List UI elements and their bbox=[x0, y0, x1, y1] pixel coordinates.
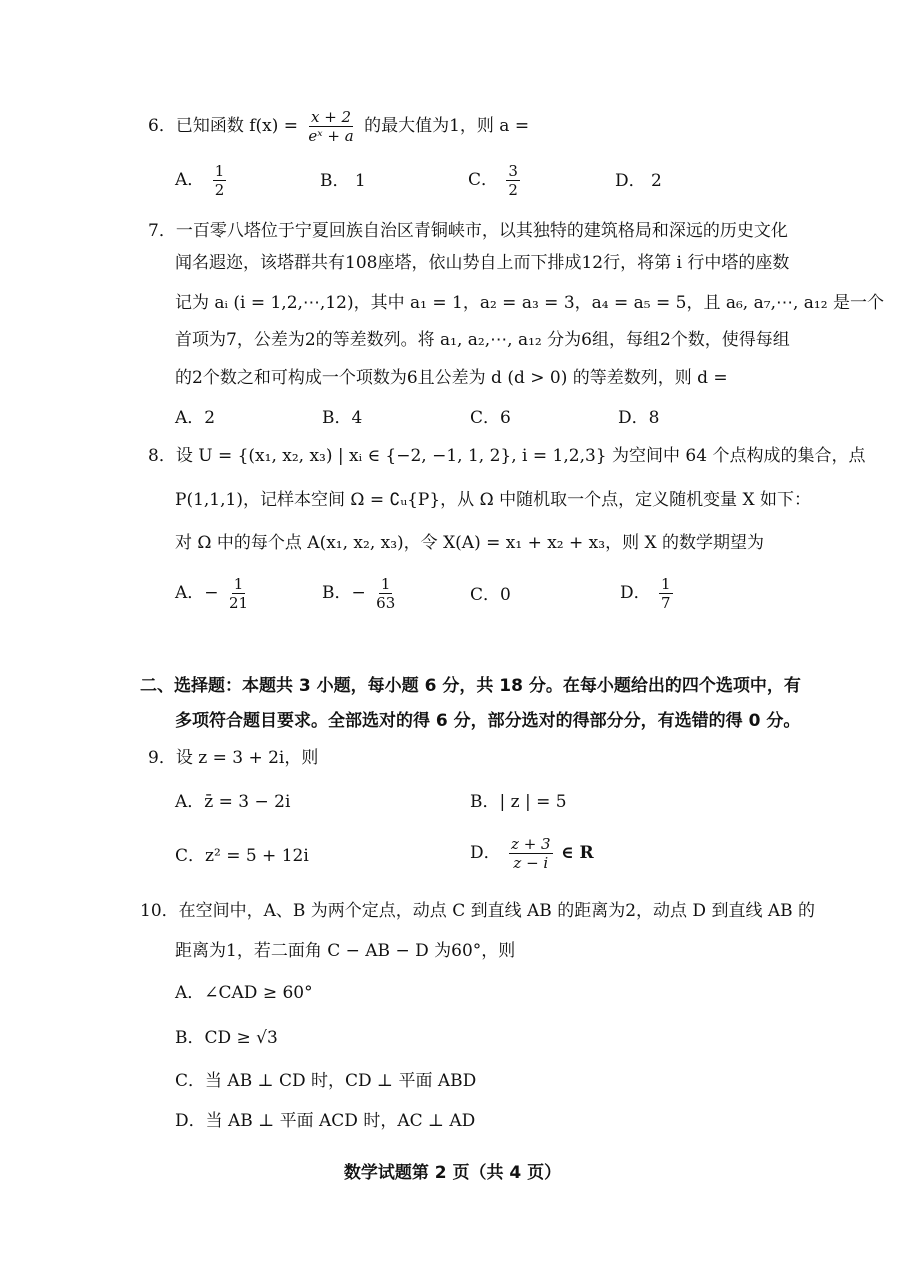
q10-option-a: A．∠CAD ≥ 60° bbox=[175, 983, 313, 1003]
q8-line-1: 8．设 U = {(x₁, x₂, x₃) | xᵢ ∈ {−2, −1, 1, 2}, i = 1,2,3} 为空间中 64 个点构成的集合，点 bbox=[148, 446, 866, 466]
option-text: 2 bbox=[651, 171, 662, 191]
q6-option-a bbox=[175, 162, 229, 199]
page-footer: 数学试题第 2 页（共 4 页） bbox=[343, 1163, 562, 1183]
q8-line-2: P(1,1,1)，记样本空间 Ω = ∁ᵤ{P}，从 Ω 中随机取一个点，定义随机变量 X 如下： bbox=[175, 490, 811, 510]
q6-option-d bbox=[615, 168, 662, 194]
option-label: C． bbox=[175, 846, 206, 866]
option-label: C． bbox=[468, 170, 499, 190]
option-sign: − bbox=[351, 583, 366, 603]
q7-option-c bbox=[470, 405, 511, 431]
q9-option-c bbox=[175, 843, 309, 869]
option-text: 8 bbox=[648, 408, 660, 428]
q8-option-d bbox=[620, 575, 676, 612]
frac-numerator: 1 bbox=[233, 575, 244, 593]
option-sign: − bbox=[204, 583, 219, 603]
option-label: A． bbox=[175, 170, 205, 190]
q9-stem: 9．设 z = 3 + 2i，则 bbox=[148, 748, 319, 768]
option-tail: ∈ R bbox=[561, 843, 594, 863]
option-text: 1 bbox=[354, 171, 366, 191]
frac-denominator: 2 bbox=[214, 181, 225, 199]
option-text: z² = 5 + 12i bbox=[205, 846, 309, 866]
option-text: 4 bbox=[351, 408, 363, 428]
option-label: B． bbox=[320, 171, 350, 191]
option-text: 2 bbox=[204, 408, 216, 428]
q8-line-3: 对 Ω 中的每个点 A(x₁, x₂, x₃)，令 X(A) = x₁ + x₂ + x₃，则 X 的数学期望为 bbox=[175, 533, 764, 553]
section2-heading-line-2: 多项符合题目要求。全部选对的得 6 分，部分选对的得部分分，有选错的得 0 分。 bbox=[175, 711, 801, 731]
option-fraction bbox=[227, 575, 250, 612]
q9-option-d bbox=[470, 835, 594, 872]
q8-option-c bbox=[470, 582, 511, 608]
option-label: A． bbox=[175, 583, 205, 603]
q8-option-a bbox=[175, 575, 253, 612]
option-label: B． bbox=[470, 792, 500, 812]
option-label: C． bbox=[470, 585, 501, 605]
q6-stem-suffix: 的最大值为1，则 a = bbox=[364, 116, 530, 136]
q10-option-c: C．当 AB ⊥ CD 时，CD ⊥ 平面 ABD bbox=[175, 1071, 477, 1091]
q6-stem-fraction bbox=[306, 108, 355, 145]
option-fraction bbox=[509, 835, 553, 872]
q7-line-5: 的2个数之和可构成一个项数为6且公差为 d (d > 0) 的等差数列，则 d = bbox=[175, 368, 728, 388]
option-label: A． bbox=[175, 408, 205, 428]
option-fraction bbox=[374, 575, 397, 612]
option-label: A． bbox=[175, 792, 205, 812]
option-text: 6 bbox=[500, 408, 511, 428]
q10-option-d: D．当 AB ⊥ 平面 ACD 时，AC ⊥ AD bbox=[175, 1111, 476, 1131]
frac-denominator: 63 bbox=[376, 594, 396, 612]
frac-denominator: 21 bbox=[228, 594, 249, 612]
option-label: D． bbox=[620, 583, 651, 603]
option-label: D． bbox=[618, 408, 649, 428]
option-label: D． bbox=[615, 171, 646, 191]
section2-heading-line-1: 二、选择题：本题共 3 小题，每小题 6 分，共 18 分。在每小题给出的四个选项中，有 bbox=[140, 676, 801, 696]
frac-numerator: 1 bbox=[661, 575, 671, 593]
option-fraction bbox=[506, 162, 520, 199]
q10-line-2: 距离为1，若二面角 C − AB − D 为60°，则 bbox=[175, 941, 516, 961]
option-label: C． bbox=[470, 408, 501, 428]
q7-line-3: 记为 aᵢ (i = 1,2,⋯,12)，其中 a₁ = 1，a₂ = a₃ = 3，a₄ = a₅ = 5，且 a₆, a₇,⋯, a₁₂ 是一个 bbox=[175, 293, 884, 313]
q6-frac-numerator: x + 2 bbox=[310, 108, 352, 126]
option-fraction bbox=[213, 162, 227, 199]
q6-stem bbox=[148, 108, 529, 145]
q10-line-1: 10．在空间中，A、B 为两个定点，动点 C 到直线 AB 的距离为2，动点 D 到直线 AB 的 bbox=[140, 901, 816, 921]
q7-line-1: 7．一百零八塔位于宁夏回族自治区青铜峡市，以其独特的建筑格局和深远的历史文化 bbox=[148, 221, 788, 241]
frac-numerator: z + 3 bbox=[511, 835, 551, 853]
q6-option-c bbox=[468, 162, 523, 199]
option-text: | z | = 5 bbox=[499, 792, 567, 812]
q7-option-d bbox=[618, 405, 659, 431]
frac-numerator: 3 bbox=[508, 162, 518, 180]
q9-option-b bbox=[470, 789, 567, 815]
q6-stem-prefix: 6．已知函数 f(x) = bbox=[148, 116, 299, 136]
frac-denominator: 7 bbox=[661, 594, 671, 612]
q8-option-b bbox=[322, 575, 400, 612]
option-fraction bbox=[659, 575, 673, 612]
q7-option-a bbox=[175, 405, 215, 431]
option-label: B． bbox=[322, 408, 352, 428]
q6-option-b bbox=[320, 168, 366, 194]
frac-denominator: z − i bbox=[513, 854, 549, 872]
q7-line-4: 首项为7，公差为2的等差数列。将 a₁, a₂,⋯, a₁₂ 分为6组，每组2个数，使得每组 bbox=[175, 330, 790, 350]
q7-line-2: 闻名遐迩，该塔群共有108座塔，依山势自上而下排成12行，将第 i 行中塔的座数 bbox=[175, 253, 790, 273]
q6-frac-denominator: eˣ + a bbox=[308, 127, 354, 145]
q10-option-b: B．CD ≥ √3 bbox=[175, 1028, 278, 1048]
option-label: D． bbox=[470, 843, 501, 863]
frac-numerator: 1 bbox=[214, 162, 225, 180]
frac-denominator: 2 bbox=[508, 181, 518, 199]
q7-option-b bbox=[322, 405, 362, 431]
option-text: z̄ = 3 − 2i bbox=[204, 792, 291, 812]
option-text: 0 bbox=[500, 585, 511, 605]
frac-numerator: 1 bbox=[380, 575, 391, 593]
q9-option-a bbox=[175, 789, 290, 815]
option-label: B． bbox=[322, 583, 352, 603]
